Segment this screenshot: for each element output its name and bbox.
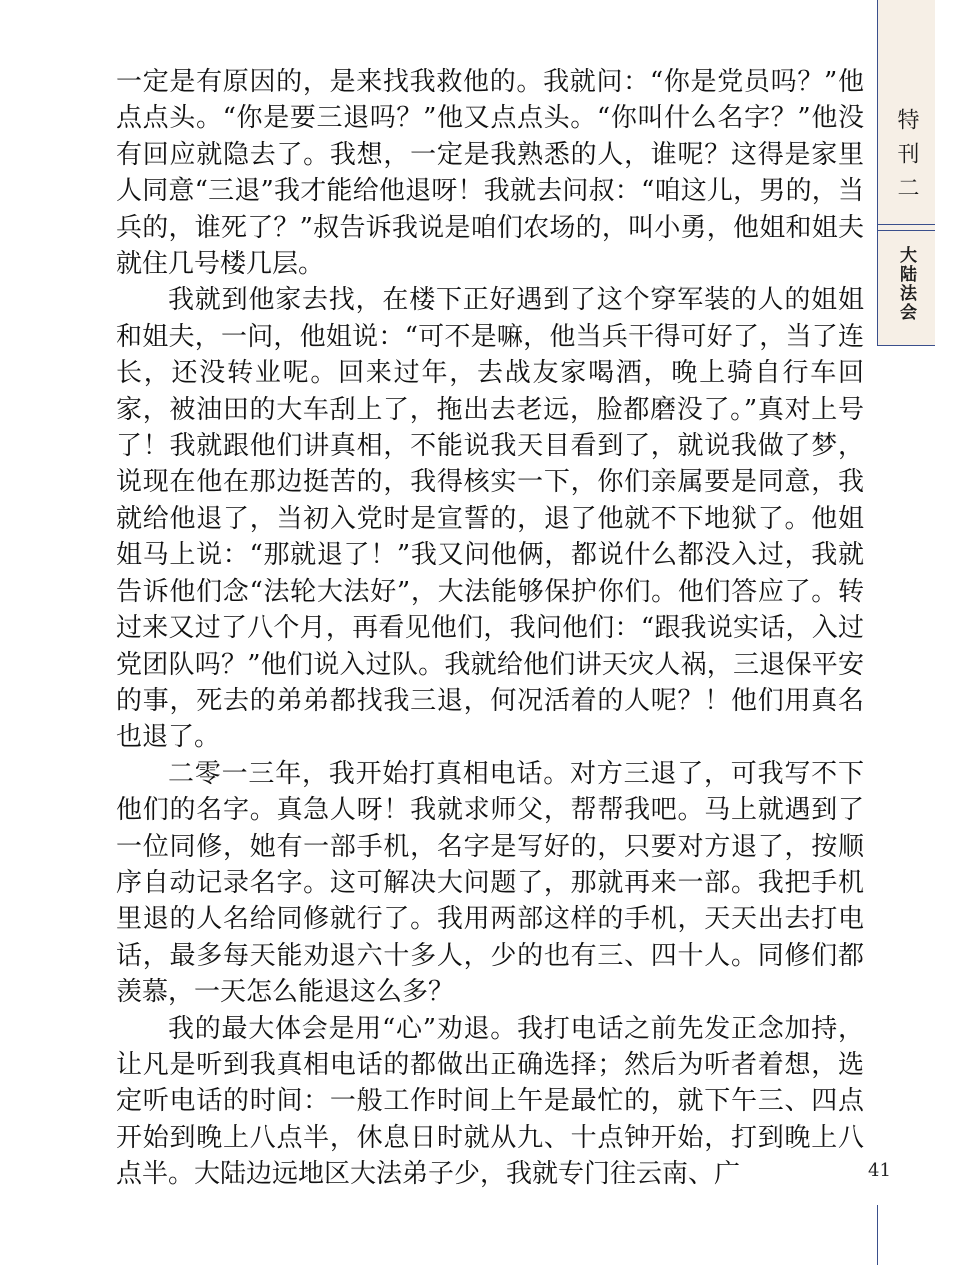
topic-label: 大陆法会 [896,246,916,322]
tab-divider-2 [877,230,935,231]
paragraph: 我就到他家去找，在楼下正好遇到了这个穿军装的人的姐姐和姐夫，一问，他姐说：“可不是嘛，他当兵干得可好了，当了连长，还没转业呢。回来过年，去战友家喝酒，晚上骑自行车回家，被油田的大车刮上了，拖出去老远，脸都磨没了。”真对上号了！我就跟他们讲真相，不能说我天目看到了，就说我做了梦，说现在他在那边挺苦的，我得核实一下，你们亲属要是同意，我就给他退了，当初入党时是宣誓的，退了他就不下地狱了。他姐姐马上说：“那就退了！”我又问他俩，都说什么都没入过，我就告诉他们念“法轮大法好”，大法能够保护你们。他们答应了。转过来又过了八个月，再看见他们，我问他们：“跟我说实话，入过党团队吗？”他们说入过队。我就给他们讲天灾人祸，三退保平安的事，死去的弟弟都找我三退，何况活着的人呢？！他们用真名也退了。 [116,285,864,753]
paragraph: 二零一三年，我开始打真相电话。对方三退了，可我写不下他们的名字。真急人呀！我就求师父，帮帮我吧。马上就遇到了一位同修，她有一部手机，名字是写好的，只要对方退了，按顺序自动记录名字。这可解决大问题了，那就再来一部。我把手机里退的人名给同修就行了。我用两部这样的手机，天天出去打电话，最多每天能劝退六十多人，少的也有三、四十人。同修们都羡慕，一天怎么能退这么多？ [116,758,864,1008]
paragraph: 一定是有原因的，是来找我救他的。我就问：“你是党员吗？”他点点头。“你是要三退吗？”他又点点头。“你叫什么名字？”他没有回应就隐去了。我想，一定是我熟悉的人，谁呢？这得是家里人同意“三退”我才能给他退呀！我就去问叔：“咱这儿，男的，当兵的，谁死了？”叔告诉我说是咱们农场的，叫小勇，他姐和姐夫就住几号楼几层。 [116,67,864,280]
section-label: 特刊二 [894,108,919,210]
tab-divider-1 [877,224,935,225]
article-body [116,64,864,1193]
page-number: 41 [868,1160,891,1181]
paragraph: 我的最大体会是用“心”劝退。我打电话之前先发正念加持，让凡是听到我真相电话的都做出正确选择；然后为听者着想，选定听电话的时间：一般工作时间上午是最忙的，就下午三、四点开始到晚上八点半，休息日时就从九、十点钟开始，打到晚上八点半。大陆边远地区大法弟子少，我就专门往云南、广 [116,1013,864,1190]
margin-rule-lower [877,1205,878,1265]
tab-divider-bottom [877,345,935,346]
